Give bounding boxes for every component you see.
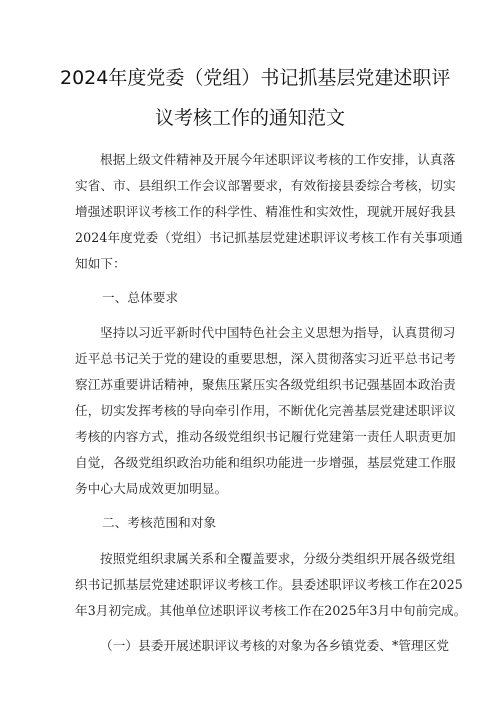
paragraph-1-line-4: 2024年度党委（党组）书记抓基层党建述职评议考核工作有关事项通 xyxy=(75,230,463,245)
paragraph-2-line-4: 任，切实发挥考核的导向牵引作用，不断优化完善基层党建述职评议 xyxy=(75,403,456,418)
paragraph-4-line-1: （一）县委开展述职评议考核的对象为各乡镇党委、*管理区党 xyxy=(100,638,450,653)
paragraph-2-line-7: 务中心大局成效更加明显。 xyxy=(75,481,228,496)
paragraph-2-line-1: 坚持以习近平新时代中国特色社会主义思想为指导，认真贯彻习 xyxy=(100,325,456,340)
paragraph-3-line-2: 织书记抓基层党建述职评议考核工作。县委述职评议考核工作在2025 xyxy=(75,577,463,592)
document-title-line-2: 议考核工作的通知范文 xyxy=(154,107,345,129)
paragraph-2-line-2: 近平总书记关于党的建设的重要思想，深入贯彻落实习近平总书记考 xyxy=(75,351,456,366)
paragraph-1-line-2: 实省、市、县组织工作会议部署要求，有效衔接县委综合考核，切实 xyxy=(75,178,456,193)
paragraph-3-line-3: 年3月初完成。其他单位述职评议考核工作在2025年3月中旬前完成。 xyxy=(75,603,467,618)
document-title-line-1: 2024年度党委（党组）书记抓基层党建述职评 xyxy=(60,67,451,89)
paragraph-1-line-1: 根据上级文件精神及开展今年述职评议考核的工作安排，认真落 xyxy=(100,152,456,167)
paragraph-2-line-6: 自觉，各级党组织政治功能和组织功能进一步增强，基层党建工作服 xyxy=(75,455,456,470)
paragraph-2-line-5: 考核的内容方式，推动各级党组织书记履行党建第一责任人职责更加 xyxy=(75,429,456,444)
section-heading-2: 二、考核范围和对象 xyxy=(102,515,217,530)
paragraph-2-line-3: 察江苏重要讲话精神，聚焦压紧压实各级党组织书记强基固本政治责 xyxy=(75,377,456,392)
section-heading-1: 一、总体要求 xyxy=(102,290,179,305)
paragraph-3-line-1: 按照党组织隶属关系和全覆盖要求，分级分类组织开展各级党组 xyxy=(100,551,456,566)
paragraph-1-line-3: 增强述职评议考核工作的科学性、精准性和实效性，现就开展好我县 xyxy=(75,204,456,219)
paragraph-1-line-5: 知如下： xyxy=(75,256,126,271)
